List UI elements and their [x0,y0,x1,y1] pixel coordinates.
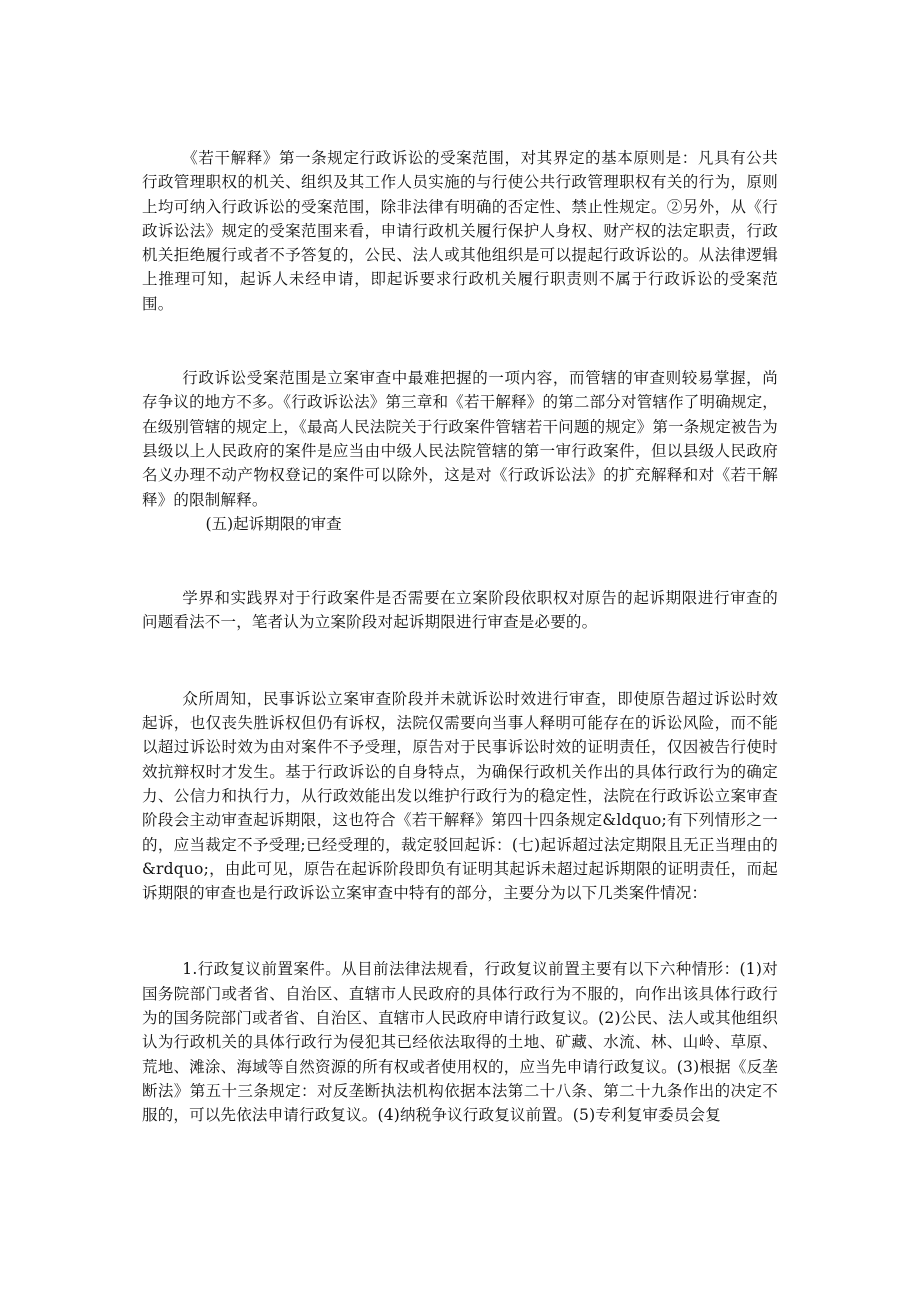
paragraph-limitation-debate: 学界和实践界对于行政案件是否需要在立案阶段依职权对原告的起诉期限进行审查的问题看法不一，笔者认为立案阶段对起诉期限进行审查是必要的。 [142,589,778,632]
document-page [142,146,778,1128]
section-heading-limitation-review: (五)起诉期限的审查 [205,514,342,533]
paragraph-scope-of-cases: 《若干解释》第一条规定行政诉讼的受案范围，对其界定的基本原则是：凡具有公共行政管理职权的机关、组织及其工作人员实施的与行使公共行政管理职权有关的行为，原则上均可纳入行政诉讼的受案范围，除非法律有明确的否定性、禁止性规定。②另外，从《行政诉讼法》规定的受案范围来看，申请行政机关履行保护人身权、财产权的法定职责，行政机关拒绝履行或者不予答复的，公民、法人或其他组织是可以提起行政诉讼的。从法律逻辑上推理可知，起诉人未经申请，即起诉要求行政机关履行职责则不属于行政诉讼的受案范围。 [142,149,778,313]
paragraph-civil-vs-administrative: 众所周知，民事诉讼立案审查阶段并未就诉讼时效进行审查，即使原告超过诉讼时效起诉，也仅丧失胜诉权但仍有诉权，法院仅需要向当事人释明可能存在的诉讼风险，而不能以超过诉讼时效为由对案件不予受理，原告对于民事诉讼时效的证明责任，仅因被告行使时效抗辩权时才发生。基于行政诉讼的自身特点，为确保行政机关作出的具体行政行为的确定力、公信力和执行力，从行政效能出发以维护行政行为的稳定性，法院在行政诉讼立案审查阶段会主动审查起诉期限，这也符合《若干解释》第四十四条规定&ldquo;有下列情形之一的，应当裁定不予受理;已经受理的，裁定驳回起诉：(七)起诉超过法定期限且无正当理由的&rdquo;，由此可见，原告在起诉阶段即负有证明其起诉未超过起诉期限的证明责任，而起诉期限的审查也是行政诉讼立案审查中特有的部分，主要分为以下几类案件情况： [142,689,778,903]
paragraph-jurisdiction-review: 行政诉讼受案范围是立案审查中最难把握的一项内容，而管辖的审查则较易掌握，尚存争议的地方不多。《行政诉讼法》第三章和《若干解释》的第二部分对管辖作了明确规定，在级别管辖的规定上，《最高人民法院关于行政案件管辖若干问题的规定》第一条规定被告为县级以上人民政府的案件是应当由中级人民法院管辖的第一审行政案件，但以县级人民政府名义办理不动产物权登记的案件可以除外，这是对《行政诉讼法》的扩充解释和对《若干解释》的限制解释。 [142,369,778,509]
paragraph-reconsideration-prerequisite: 1.行政复议前置案件。从目前法律法规看，行政复议前置主要有以下六种情形：(1)对国务院部门或者省、自治区、直辖市人民政府的具体行政行为不服的，向作出该具体行政行为的国务院部门或者省、自治区、直辖市人民政府申请行政复议。(2)公民、法人或其他组织认为行政机关的具体行政行为侵犯其已经依法取得的土地、矿藏、水流、林、山岭、草原、荒地、滩涂、海域等自然资源的所有权或者使用权的，应当先申请行政复议。(3)根据《反垄断法》第五十三条规定：对反垄断执法机构依据本法第二十八条、第二十九条作出的决定不服的，可以先依法申请行政复议。(4)纳税争议行政复议前置。(5)专利复审委员会复 [142,960,778,1125]
